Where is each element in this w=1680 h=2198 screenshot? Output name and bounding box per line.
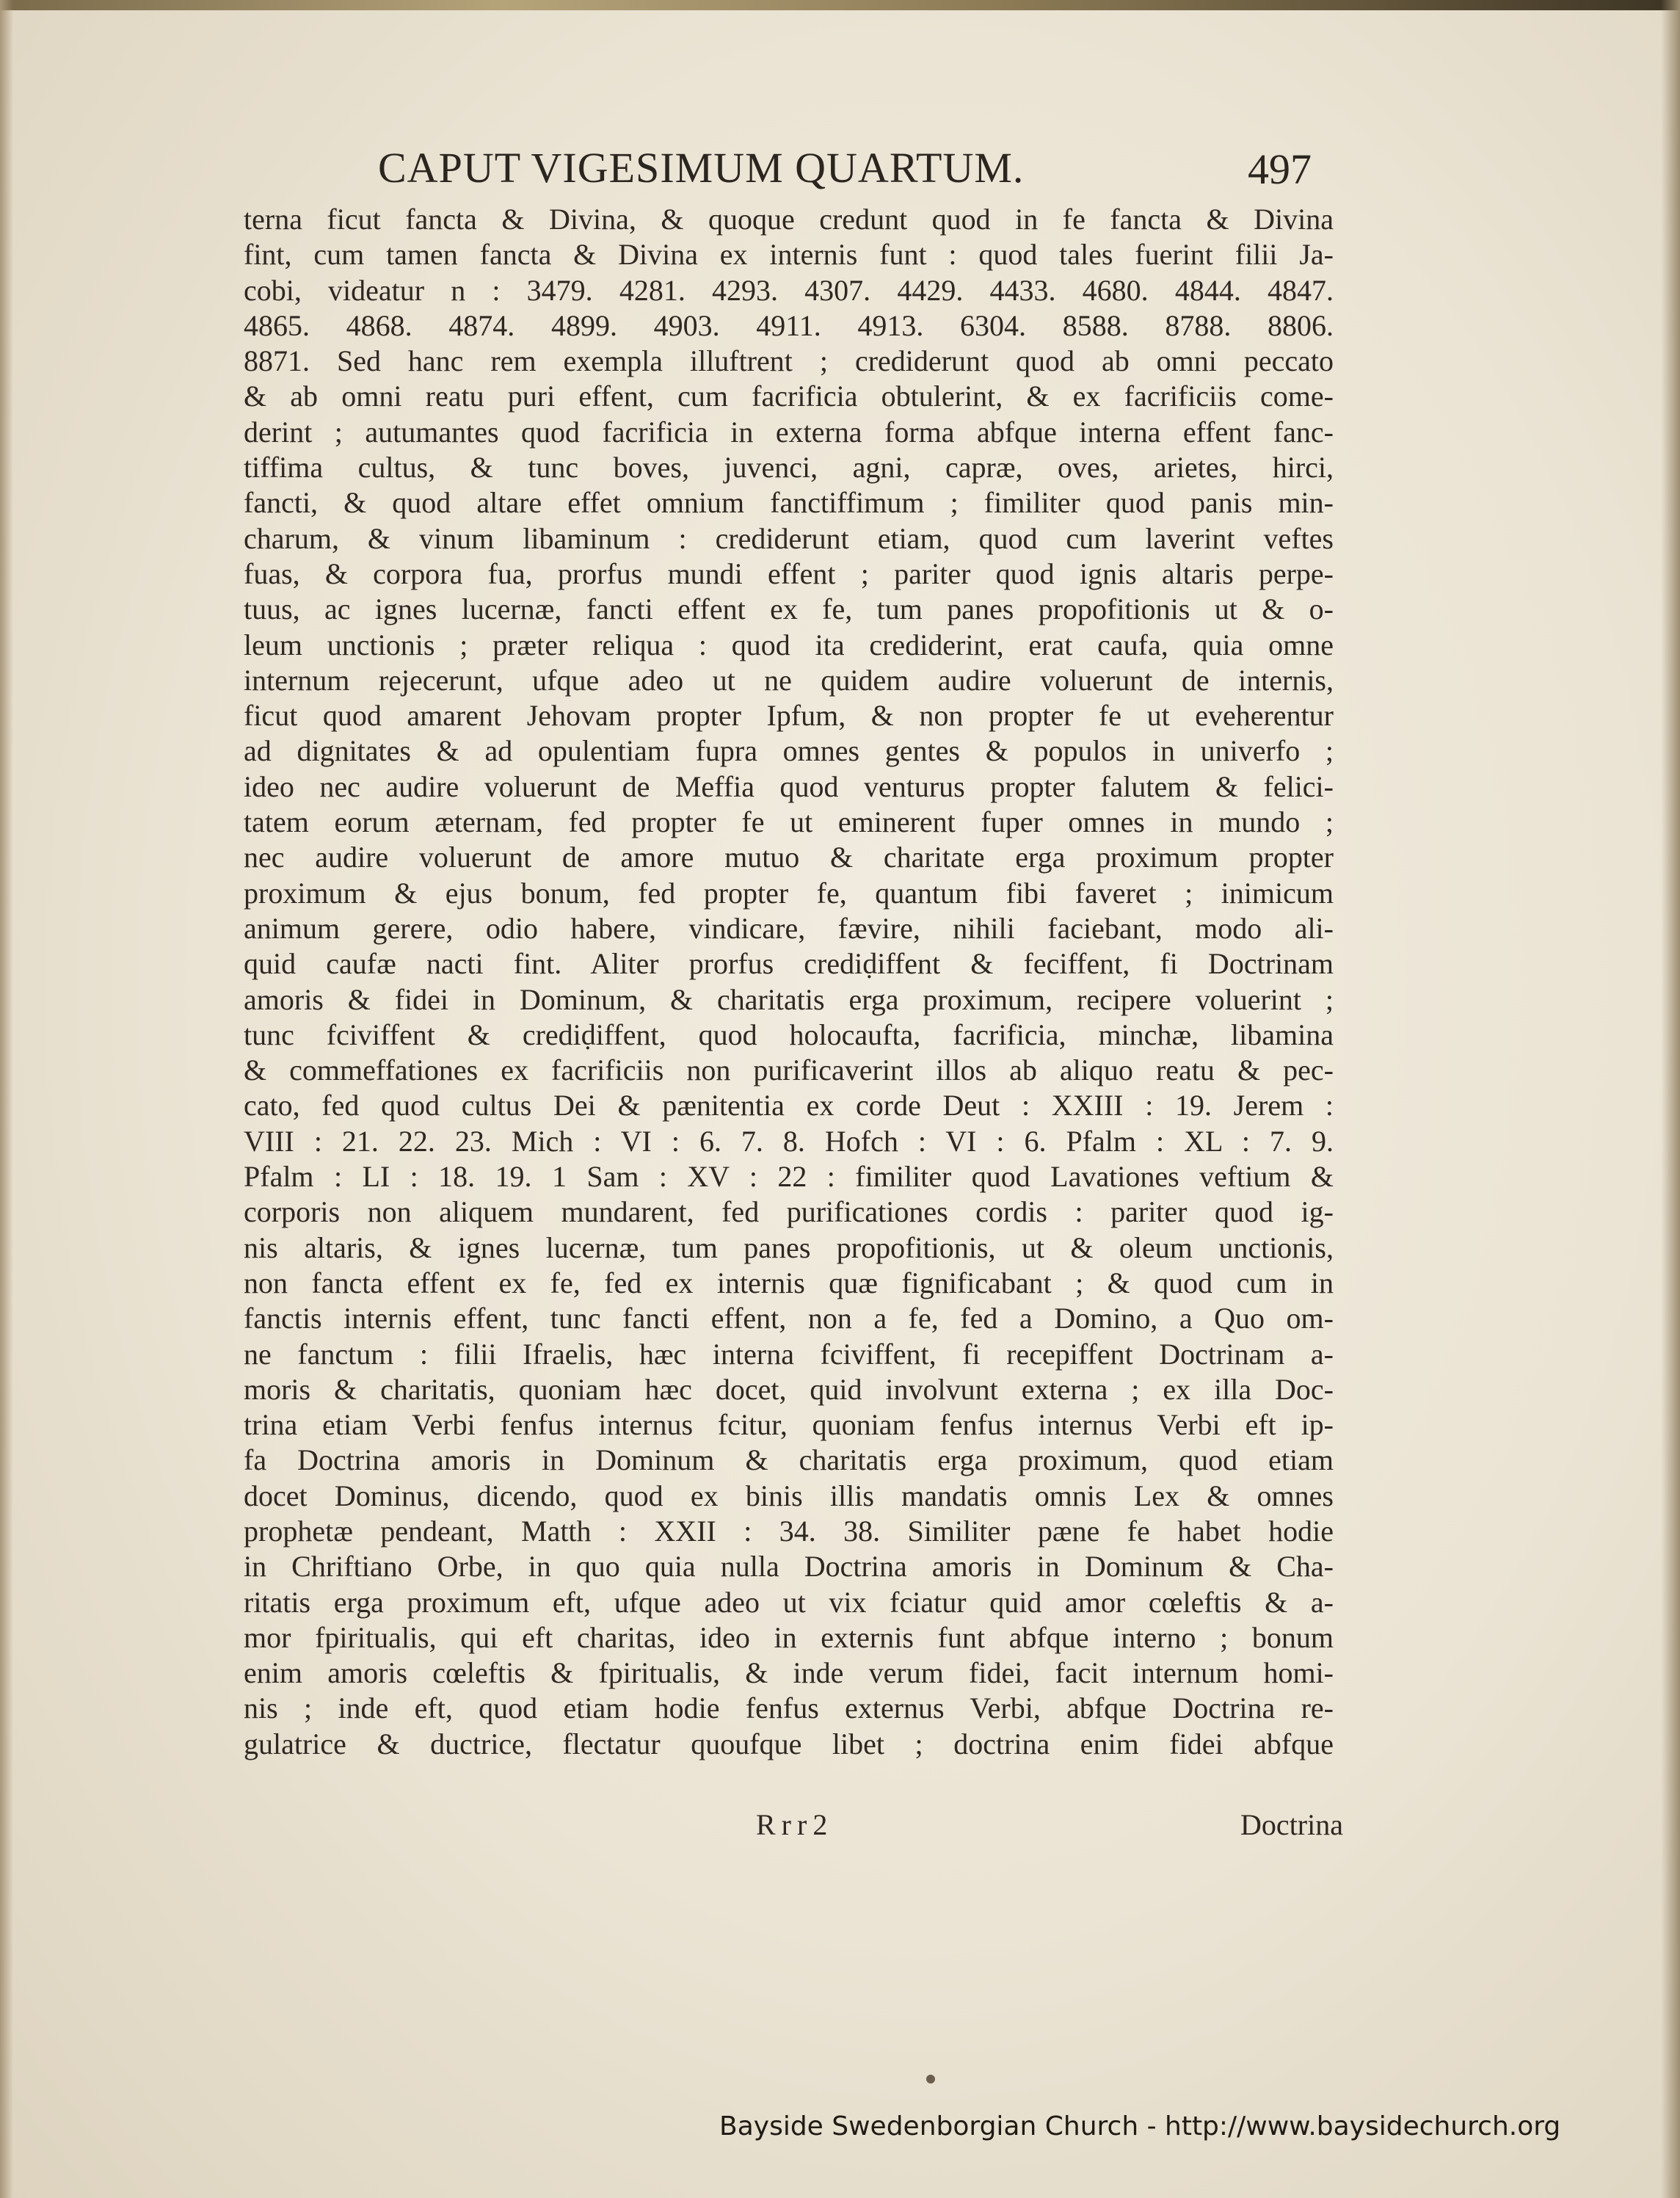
text-line: internum rejecerunt, ufque adeo ut ne quidem audire voluerunt de internis,: [244, 663, 1334, 697]
text-line: & commeffationes ex facrificiis non purificaverint illos ab aliquo reatu & pec-: [244, 1053, 1334, 1087]
page-number: 497: [1248, 145, 1312, 193]
text-line: amoris & fidei in Dominum, & charitatis erga proximum, recipere voluerint ;: [244, 982, 1334, 1016]
text-line: ritatis erga proximum eft, ufque adeo ut vix fciatur quid amor cœleftis & a-: [244, 1585, 1334, 1619]
text-line: terna ficut fancta & Divina, & quoque credunt quod in fe fancta & Divina: [244, 203, 1334, 236]
catchword: Doctrina: [1240, 1808, 1343, 1841]
text-line: fint, cum tamen fancta & Divina ex internis funt : quod tales fuerint filii Ja-: [244, 238, 1334, 272]
text-line: enim amoris cœleftis & fpiritualis, & inde verum fidei, facit internum homi-: [244, 1656, 1334, 1690]
text-line: ideo nec audire voluerunt de Meffia quod venturus propter falutem & felici-: [244, 769, 1334, 803]
watermark-credit: Bayside Swedenborgian Church - http://www.baysidechurch.org: [719, 2111, 1561, 2141]
text-line: Pfalm : LI : 18. 19. 1 Sam : XV : 22 : fimiliter quod Lavationes veftium &: [244, 1160, 1334, 1194]
text-line: docet Dominus, dicendo, quod ex binis illis mandatis omnis Lex & omnes: [244, 1479, 1334, 1512]
text-line: leum unctionis ; præter reliqua : quod ita crediderint, erat caufa, quia omne: [244, 628, 1334, 661]
text-line: derint ; autumantes quod facrificia in externa forma abfque interna effent fanc-: [244, 415, 1334, 449]
text-line: proximum & ejus bonum, fed propter fe, quantum fibi faveret ; inimicum: [244, 876, 1334, 910]
text-line: trina etiam Verbi fenfus internus fcitur, quoniam fenfus internus Verbi eft ip-: [244, 1408, 1334, 1442]
text-line: fuas, & corpora fua, prorfus mundi effent ; pariter quod ignis altaris perpe-: [244, 556, 1334, 590]
text-line: ad dignitates & ad opulentiam fupra omnes gentes & populos in univerfo ;: [244, 734, 1334, 768]
text-line: cobi, videatur n : 3479. 4281. 4293. 4307. 4429. 4433. 4680. 4844. 4847.: [244, 273, 1334, 307]
text-line: & ab omni reatu puri effent, cum facrificia obtulerint, & ex facrificiis come-: [244, 380, 1334, 413]
signature-mark: Rrr2: [756, 1808, 834, 1841]
text-line: fancti, & quod altare effet omnium fanctiffimum ; fimiliter quod panis min-: [244, 486, 1334, 520]
text-line: tiffima cultus, & tunc boves, juvenci, agni, capræ, oves, arietes, hirci,: [244, 451, 1334, 485]
text-line: tunc fciviffent & crediḍiffent, quod holocaufta, facrificia, minchæ, libamina: [244, 1018, 1334, 1051]
text-line: VIII : 21. 22. 23. Mich : VI : 6. 7. 8. Hofch : VI : 6. Pfalm : XL : 7. 9.: [244, 1124, 1334, 1158]
text-line: charum, & vinum libaminum : crediderunt etiam, quod cum laverint veftes: [244, 521, 1334, 555]
text-line: non fancta effent ex fe, fed ex internis quæ fignificabant ; & quod cum in: [244, 1266, 1334, 1299]
body-text: [244, 202, 1334, 1797]
text-line: gulatrice & ductrice, flectatur quoufque libet ; doctrina enim fidei abfque: [244, 1727, 1334, 1760]
text-line: nec audire voluerunt de amore mutuo & charitate erga proximum propter: [244, 841, 1334, 874]
page-top-edge: [0, 0, 1680, 10]
text-line: cato, fed quod cultus Dei & pænitentia ex corde Deut : XXIII : 19. Jerem :: [244, 1089, 1334, 1122]
text-line: in Chriftiano Orbe, in quo quia nulla Doctrina amoris in Dominum & Cha-: [244, 1550, 1334, 1584]
text-line: fa Doctrina amoris in Dominum & charitatis erga proximum, quod etiam: [244, 1443, 1334, 1477]
text-line: ficut quod amarent Jehovam propter Ipfum, & non propter fe ut eveherentur: [244, 699, 1334, 733]
text-line: 4865. 4868. 4874. 4899. 4903. 4911. 4913. 6304. 8588. 8788. 8806.: [244, 308, 1334, 342]
page-footer: [756, 1807, 1343, 1844]
text-line: moris & charitatis, quoniam hæc docet, quid involvunt externa ; ex illa Doc-: [244, 1372, 1334, 1406]
text-line: tuus, ac ignes lucernæ, fancti effent ex fe, tum panes propofitionis ut & o-: [244, 592, 1334, 626]
page-left-edge: [0, 0, 13, 2198]
text-line: 8871. Sed hanc rem exempla illuftrent ; crediderunt quod ab omni peccato: [244, 344, 1334, 378]
text-line: mor fpiritualis, qui eft charitas, ideo in externis funt abfque interno ; bonum: [244, 1620, 1334, 1654]
running-head: [378, 143, 1332, 202]
text-line: fanctis internis effent, tunc fancti effent, non a fe, fed a Domino, a Quo om-: [244, 1302, 1334, 1335]
text-line: prophetæ pendeant, Matth : XXII : 34. 38. Similiter pæne fe habet hodie: [244, 1514, 1334, 1548]
text-line: nis ; inde eft, quod etiam hodie fenfus externus Verbi, abfque Doctrina re-: [244, 1691, 1334, 1725]
text-line: ne fanctum : filii Ifraelis, hæc interna fciviffent, fi recepiffent Doctrinam a-: [244, 1337, 1334, 1371]
ink-dot: [926, 2075, 935, 2083]
page-right-edge: [1661, 0, 1680, 2198]
chapter-title: CAPUT VIGESIMUM QUARTUM.: [378, 144, 1025, 192]
text-line: corporis non aliquem mundarent, fed purificationes cordis : pariter quod ig-: [244, 1195, 1334, 1229]
text-line: animum gerere, odio habere, vindicare, fævire, nihili faciebant, modo ali-: [244, 911, 1334, 945]
text-line: tatem eorum æternam, fed propter fe ut eminerent fuper omnes in mundo ;: [244, 805, 1334, 839]
text-line: nis altaris, & ignes lucernæ, tum panes propofitionis, ut & oleum unctionis,: [244, 1230, 1334, 1264]
text-line: quid caufæ nacti fint. Aliter prorfus crediḍiffent & feciffent, fi Doctrinam: [244, 947, 1334, 981]
text-line: [244, 1762, 1334, 1797]
